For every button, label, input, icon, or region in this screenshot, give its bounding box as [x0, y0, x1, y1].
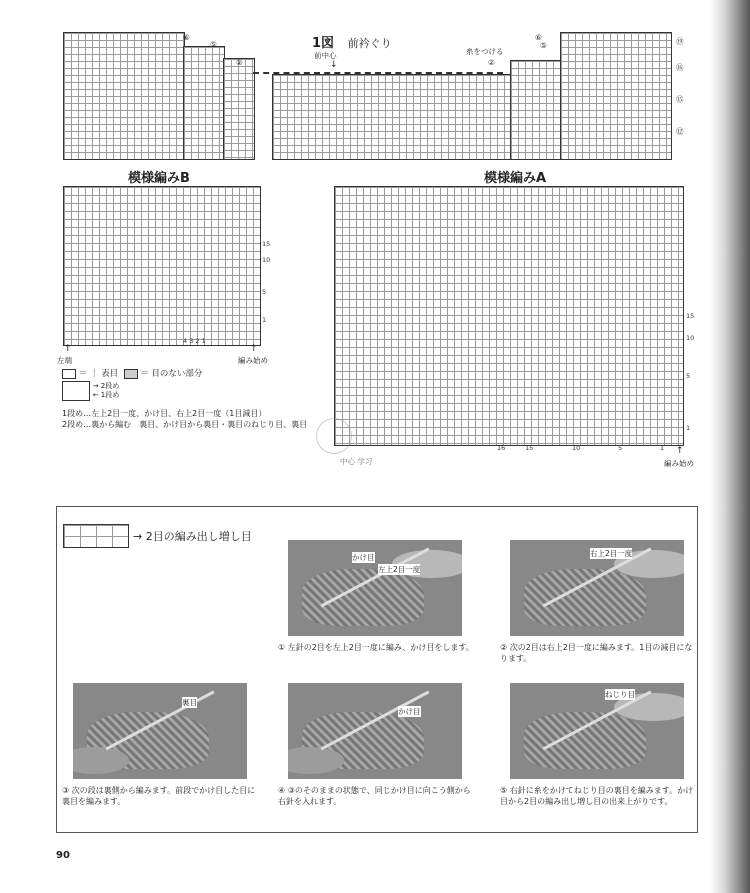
pattern-a-col-5: 5	[618, 444, 623, 452]
row-mark-19: ⑲	[676, 37, 684, 46]
up-arrow-icon: ↑	[64, 344, 72, 354]
pattern-b-row-10: 10	[262, 256, 271, 264]
step2-caption: ② 次の2目は右上2目一度に編みます。1目の減目になります。	[500, 643, 693, 663]
step4-photo	[288, 683, 462, 779]
pattern-b-row-1: 1	[262, 316, 267, 324]
pattern-b-chart	[63, 186, 261, 346]
down-arrow-icon: ↓	[330, 60, 338, 70]
step5-photo	[510, 683, 684, 779]
pattern-a-chart	[334, 186, 684, 446]
pattern-a-row-5: 5	[686, 372, 691, 380]
legend	[62, 368, 312, 401]
technique-chart-icon	[63, 524, 129, 548]
step3-label-purl: 裏目	[182, 698, 197, 707]
pattern-b-row-15: 15	[262, 240, 271, 248]
figure1-title: 1図 前衿ぐり	[312, 36, 392, 51]
up-arrow-icon: ↑	[250, 344, 258, 354]
pattern-a-row-1: 1	[686, 424, 691, 432]
step5-label-twisted: ねじり目	[605, 690, 635, 699]
pattern-a-col-1: 1	[660, 444, 665, 452]
pattern-a-row-15: 15	[686, 312, 695, 320]
pattern-a-col-16: 16	[497, 444, 506, 452]
up-arrow-icon: ↑	[676, 446, 684, 456]
figure1-left-chart-step	[183, 46, 225, 160]
step4-label-yarnover: かけ目	[398, 707, 421, 716]
step-mark-5-right: ⑤	[540, 41, 547, 50]
figure1-right-chart-step	[510, 60, 562, 160]
step3-caption: ③ 次の段は裏側から編みます。前段でかけ目した目に裏目を編みます。	[62, 786, 256, 806]
pattern-b-row-5: 5	[262, 288, 267, 296]
watermark-seal	[316, 418, 352, 454]
step4-caption: ④ ③のそのままの状態で、同じかけ目に向こう側から右針を入れます。	[278, 786, 471, 806]
step-mark-2-left: ②	[236, 58, 243, 67]
step-mark-5-left: ⑤	[210, 40, 217, 49]
join-yarn-label: 糸をつける	[466, 47, 504, 56]
step-mark-6-right: ⑥	[535, 33, 542, 42]
pattern-a-start-label: 編み始め	[664, 459, 694, 468]
watermark-text: 中心 学习	[340, 457, 373, 466]
book-spine-shadow	[710, 0, 750, 893]
row-mark-16: ⑯	[676, 63, 684, 72]
step2-label-ssk: 右上2目一度	[590, 549, 633, 558]
pattern-b-stitch-numbers: 4 3 2 1	[183, 337, 206, 345]
figure1-left-chart-step2	[223, 58, 255, 160]
step1-caption: ① 左針の2目を左上2目一度に編み、かけ目をします。	[278, 643, 474, 652]
legend-knit: ＝ ｜ 表目 ＝ 目のない部分	[62, 368, 312, 381]
page-number: 90	[56, 850, 70, 861]
step1-photo	[288, 540, 462, 636]
step-mark-2-right: ②	[488, 58, 495, 67]
pattern-a-col-10: 10	[572, 444, 581, 452]
step1-label-yarnover: かけ目	[352, 553, 375, 562]
step1-label-k2tog: 左上2目一度	[378, 565, 421, 574]
center-front-label: 前中心	[314, 51, 337, 60]
pattern-b-start-label: 編み始め	[238, 356, 268, 365]
pattern-a-col-15: 15	[525, 444, 534, 452]
figure1-center-chart	[272, 74, 512, 160]
figure1-right-chart	[560, 32, 672, 160]
legend-notes	[62, 408, 332, 430]
row-mark-12: ⑫	[676, 127, 684, 136]
pattern-a-title: 模様編みA	[484, 171, 547, 186]
pattern-a-row-10: 10	[686, 334, 695, 342]
legend-row-directions: → 2段め ← 1段め	[62, 381, 312, 401]
legend-note-row1: 1段め…左上2目一度、かけ目、右上2目一度（1目減目）	[62, 409, 267, 418]
technique-title: → 2目の編み出し増し目	[133, 530, 252, 543]
figure1-left-chart	[63, 32, 185, 160]
step3-photo	[73, 683, 247, 779]
step-mark-6-left: ⑥	[183, 33, 190, 42]
left-edge-label: 左端	[57, 356, 72, 365]
row-mark-15: ⑮	[676, 95, 684, 104]
legend-note-row2: 2段め…裏から編む 裏目、かけ目から裏目・裏目のねじり目、裏目	[62, 420, 308, 429]
step5-caption: ⑤ 右針に糸をかけてねじり目の裏目を編みます。かけ目から2目の編み出し増し目の出来上がりです。	[500, 786, 694, 806]
pattern-b-title: 模様編みB	[128, 171, 190, 186]
